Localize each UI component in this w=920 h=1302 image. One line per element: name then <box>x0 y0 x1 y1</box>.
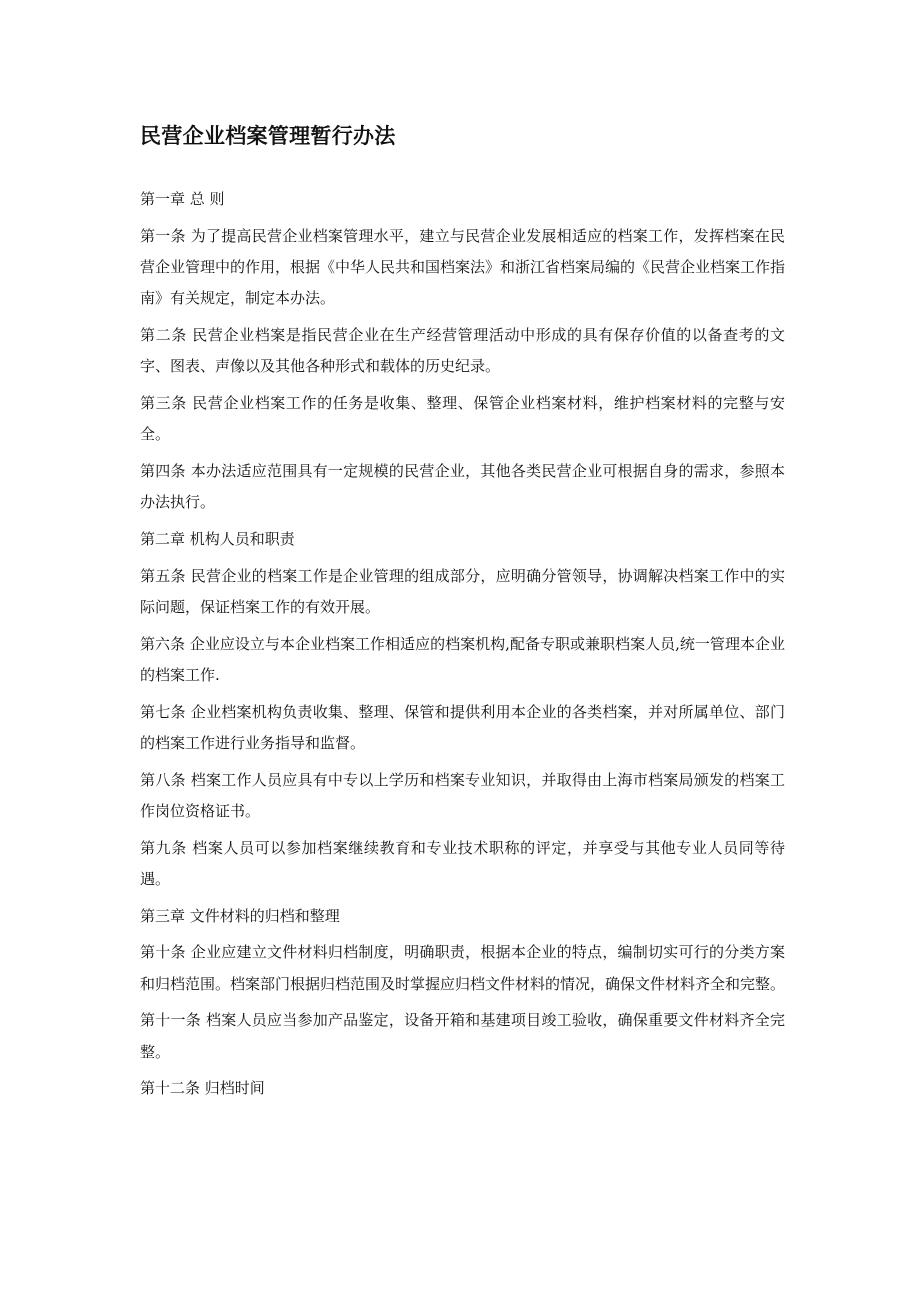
article-paragraph: 第二条 民营企业档案是指民营企业在生产经营管理活动中形成的具有保存价值的以备查考的文字、图表、声像以及其他各种形式和载体的历史纪录。 <box>140 326 785 376</box>
document-title: 民营企业档案管理暂行办法 <box>140 124 396 148</box>
article-paragraph: 第八条 档案工作人员应具有中专以上学历和档案专业知识，并取得由上海市档案局颁发的档案工作岗位资格证书。 <box>140 770 785 820</box>
chapter-heading: 第二章 机构人员和职责 <box>140 530 295 548</box>
article-paragraph: 第五条 民营企业的档案工作是企业管理的组成部分，应明确分管领导，协调解决档案工作中的实际问题，保证档案工作的有效开展。 <box>140 566 785 616</box>
article-paragraph: 第六条 企业应设立与本企业档案工作相适应的档案机构,配备专职或兼职档案人员,统一管理本企业的档案工作. <box>140 634 785 684</box>
chapter-heading: 第一章 总 则 <box>140 190 225 208</box>
chapter-heading: 第三章 文件材料的归档和整理 <box>140 906 340 925</box>
article-paragraph: 第三条 民营企业档案工作的任务是收集、整理、保管企业档案材料，维护档案材料的完整与安全。 <box>140 394 785 444</box>
article-paragraph: 第七条 企业档案机构负责收集、整理、保管和提供利用本企业的各类档案，并对所属单位、部门的档案工作进行业务指导和监督。 <box>140 702 785 752</box>
article-paragraph: 第十一条 档案人员应当参加产品鉴定，设备开箱和基建项目竣工验收，确保重要文件材料齐全完整。 <box>140 1011 785 1061</box>
article-paragraph: 第九条 档案人员可以参加档案继续教育和专业技术职称的评定，并享受与其他专业人员同等待遇。 <box>140 838 785 888</box>
article-paragraph: 第十条 企业应建立文件材料归档制度，明确职责，根据本企业的特点，编制切实可行的分类方案和归档范围。档案部门根据归档范围及时掌握应归档文件材料的情况，确保文件材料齐全和完整。 <box>140 943 786 993</box>
article-paragraph: 第一条 为了提高民营企业档案管理水平，建立与民营企业发展相适应的档案工作，发挥档案在民营企业管理中的作用，根据《中华人民共和国档案法》和浙江省档案局编的《民营企业档案工作指南》有关规定，制定本办法。 <box>140 226 786 308</box>
article-paragraph: 第十二条 归档时间 <box>140 1079 265 1098</box>
document-body <box>140 184 785 1110</box>
article-paragraph: 第四条 本办法适应范围具有一定规模的民营企业，其他各类民营企业可根据自身的需求，参照本办法执行。 <box>140 462 785 512</box>
